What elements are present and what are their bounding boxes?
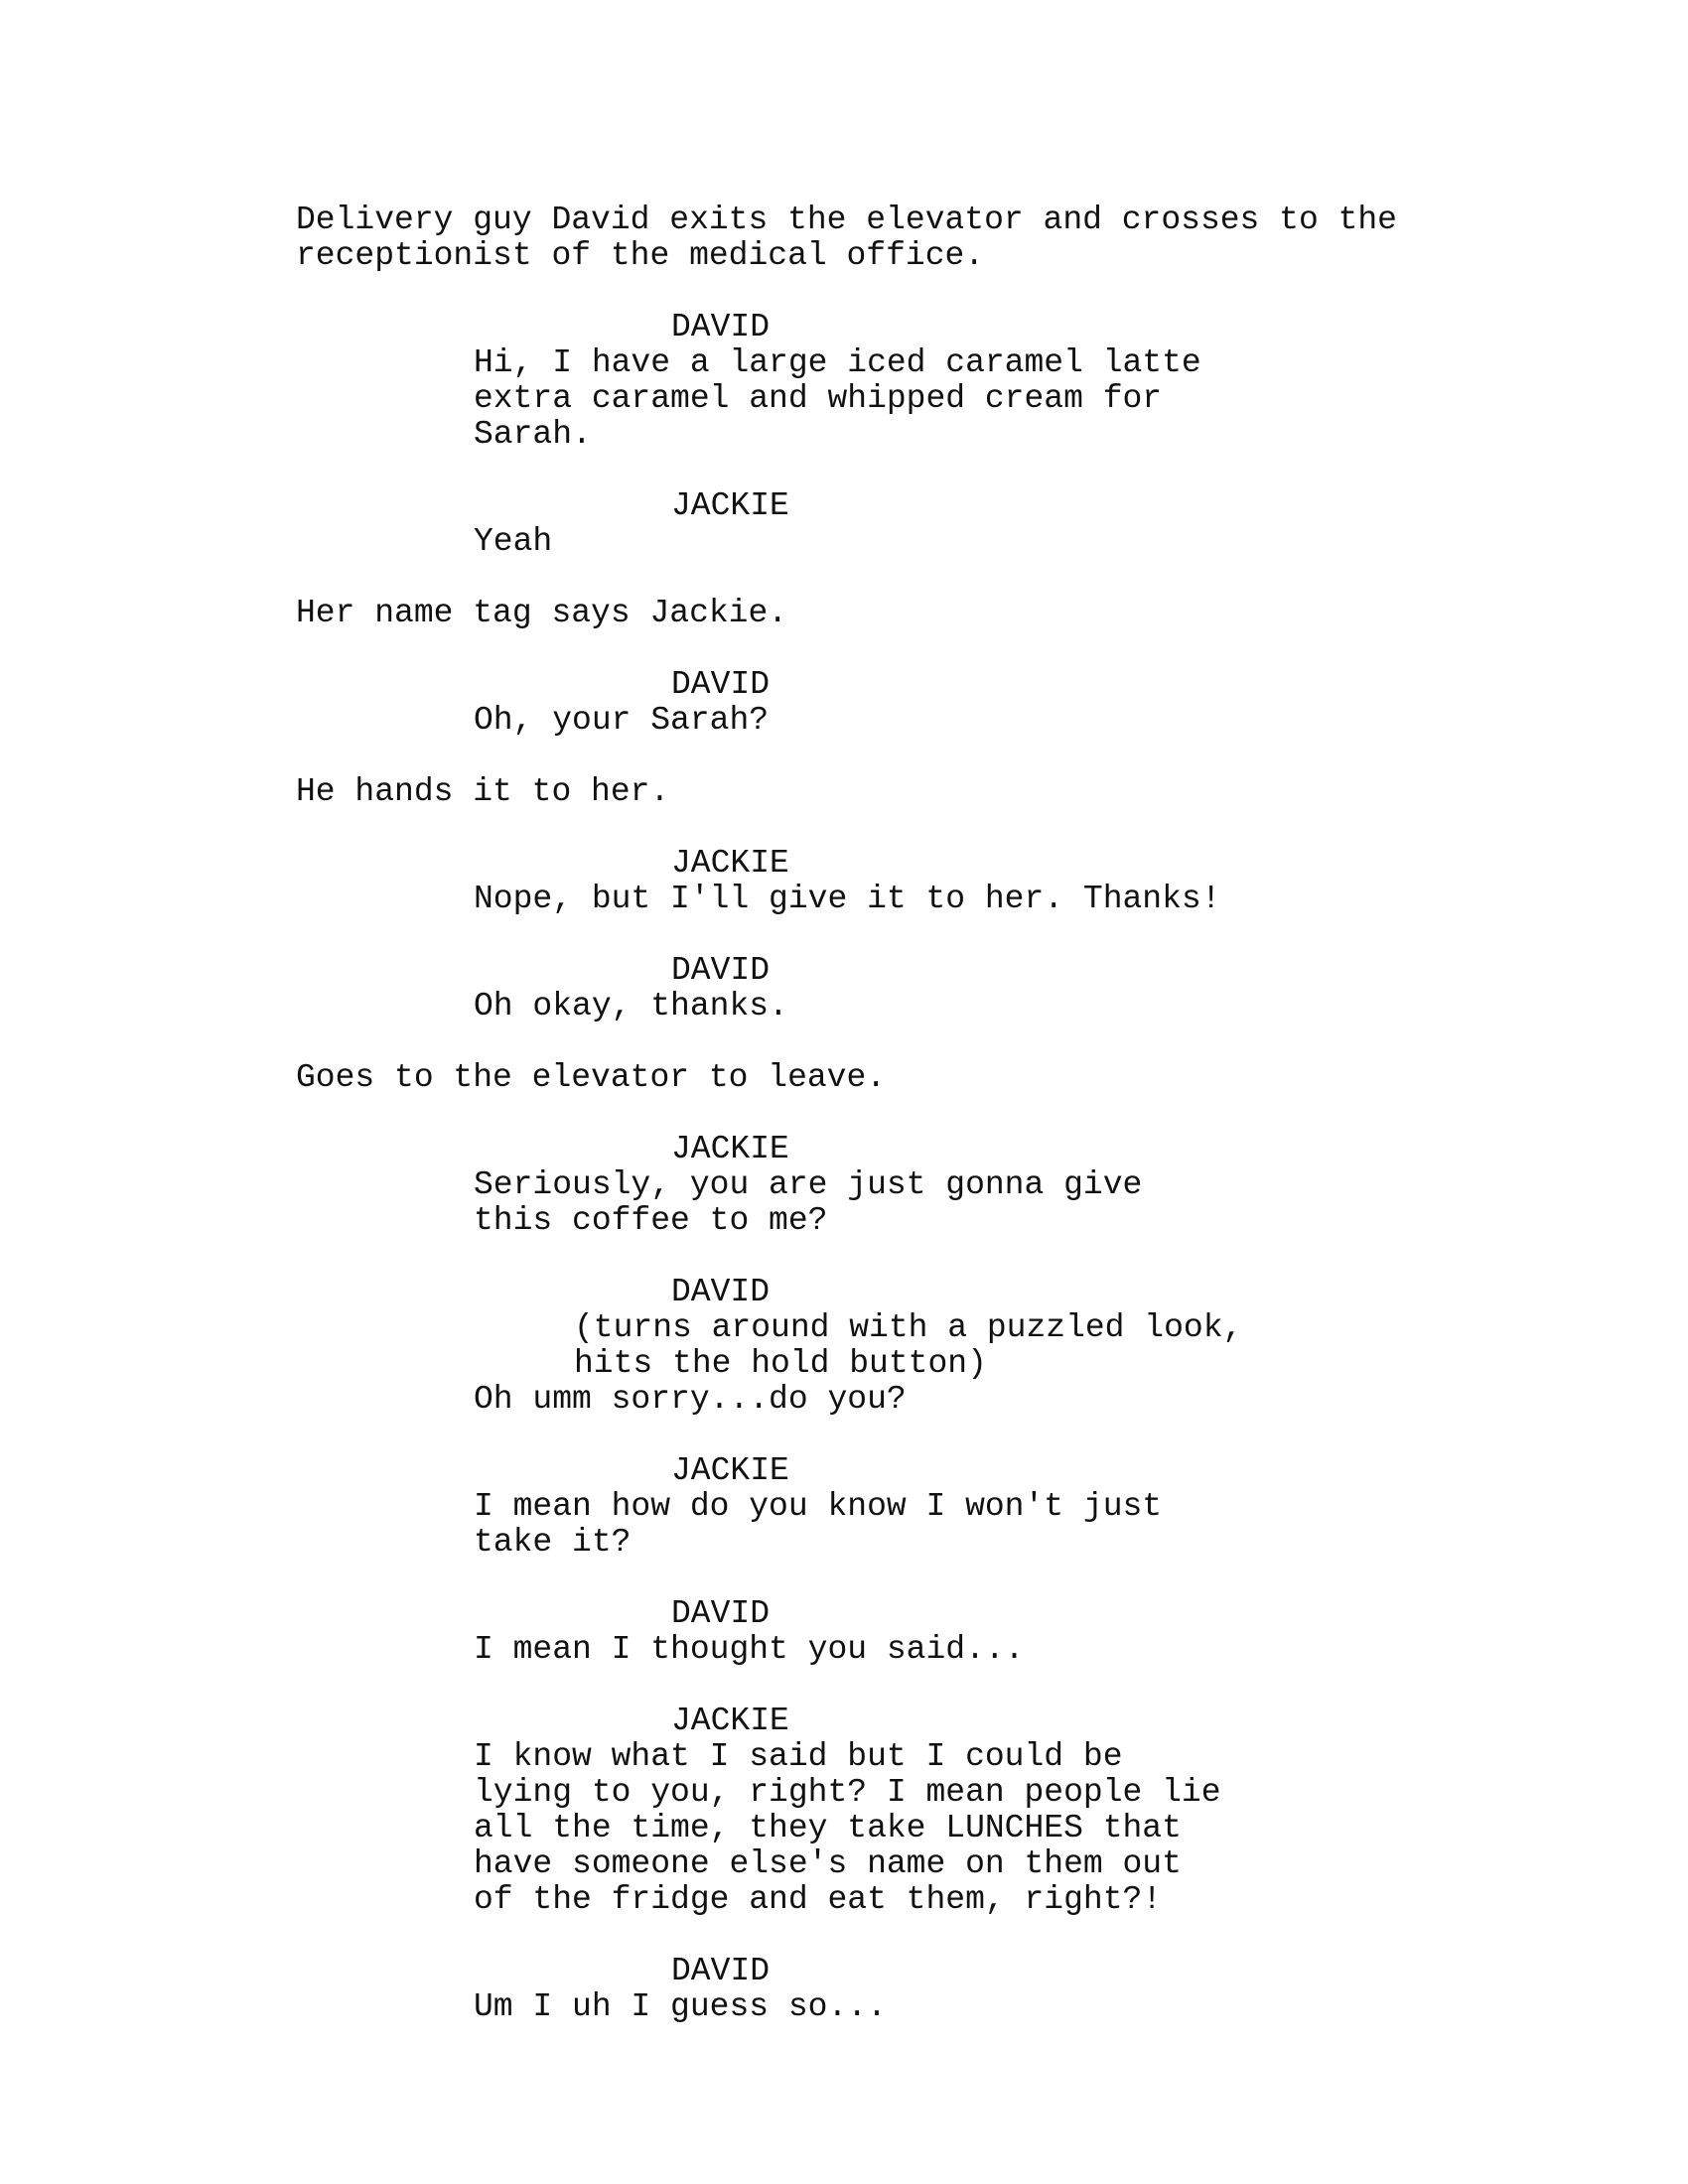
character-cue: JACKIE <box>671 487 789 524</box>
dialogue-block <box>474 1382 907 1418</box>
character-cue-block <box>671 1704 789 1739</box>
dialogue-block <box>474 882 1221 917</box>
character-cue-block <box>671 1275 770 1310</box>
dialogue-block <box>474 1989 887 2025</box>
dialogue: Sarah. <box>474 416 592 453</box>
action-line-block <box>296 1060 886 1096</box>
dialogue: lying to you, right? I mean people lie <box>474 1774 1221 1811</box>
character-cue-block <box>671 310 770 345</box>
character-cue: JACKIE <box>671 1452 789 1489</box>
dialogue-block <box>474 524 552 560</box>
action-line: He hands it to her. <box>296 773 670 810</box>
dialogue: all the time, they take LUNCHES that <box>474 1810 1182 1846</box>
dialogue: have someone else's name on them out <box>474 1845 1182 1882</box>
character-cue-block <box>671 1132 789 1167</box>
dialogue: Oh umm sorry...do you? <box>474 1381 907 1418</box>
dialogue: Um I uh I guess so... <box>474 1988 887 2025</box>
dialogue-block <box>474 1632 1025 1668</box>
dialogue: I mean I thought you said... <box>474 1631 1025 1668</box>
dialogue: take it? <box>474 1524 632 1561</box>
character-cue: JACKIE <box>671 1131 789 1167</box>
character-cue: DAVID <box>671 1953 771 1989</box>
action-line: Her name tag says Jackie. <box>296 595 788 631</box>
dialogue: extra caramel and whipped cream for <box>474 380 1163 417</box>
dialogue-block <box>474 989 788 1024</box>
action-line: receptionist of the medical office. <box>296 237 985 274</box>
dialogue-block <box>474 1489 1162 1561</box>
character-cue-block <box>671 953 770 989</box>
dialogue-block <box>474 703 769 739</box>
action-line: Goes to the elevator to leave. <box>296 1059 887 1096</box>
dialogue-block <box>474 1167 1142 1239</box>
character-cue: DAVID <box>671 309 771 345</box>
action-line-block <box>296 774 669 810</box>
dialogue: I mean how do you know I won't just <box>474 1488 1163 1525</box>
parenthetical-block <box>574 1310 1242 1382</box>
dialogue: Oh, your Sarah? <box>474 702 770 739</box>
character-cue-block <box>671 1453 789 1489</box>
dialogue: Nope, but I'll give it to her. Thanks! <box>474 881 1221 917</box>
character-cue: JACKIE <box>671 1703 789 1739</box>
character-cue-block <box>671 667 770 703</box>
dialogue: I know what I said but I could be <box>474 1738 1123 1775</box>
character-cue: DAVID <box>671 1274 771 1310</box>
character-cue-block <box>671 846 789 882</box>
dialogue-block <box>474 345 1201 453</box>
character-cue-block <box>671 488 789 524</box>
dialogue: this coffee to me? <box>474 1202 828 1239</box>
character-cue: DAVID <box>671 952 771 989</box>
dialogue: Yeah <box>474 523 553 560</box>
dialogue-block <box>474 1739 1221 1918</box>
dialogue: Oh okay, thanks. <box>474 988 788 1024</box>
dialogue: of the fridge and eat them, right?! <box>474 1881 1163 1918</box>
action-line-block <box>296 203 1397 274</box>
character-cue: JACKIE <box>671 845 789 882</box>
character-cue-block <box>671 1596 770 1632</box>
character-cue: DAVID <box>671 666 771 703</box>
dialogue: Hi, I have a large iced caramel latte <box>474 344 1201 381</box>
action-line: Delivery guy David exits the elevator and crosses to the <box>296 202 1397 238</box>
character-cue: DAVID <box>671 1595 771 1632</box>
character-cue-block <box>671 1954 770 1989</box>
parenthetical: hits the hold button) <box>574 1345 987 1382</box>
action-line-block <box>296 596 787 631</box>
parenthetical: (turns around with a puzzled look, <box>574 1309 1243 1346</box>
dialogue: Seriously, you are just gonna give <box>474 1166 1143 1203</box>
